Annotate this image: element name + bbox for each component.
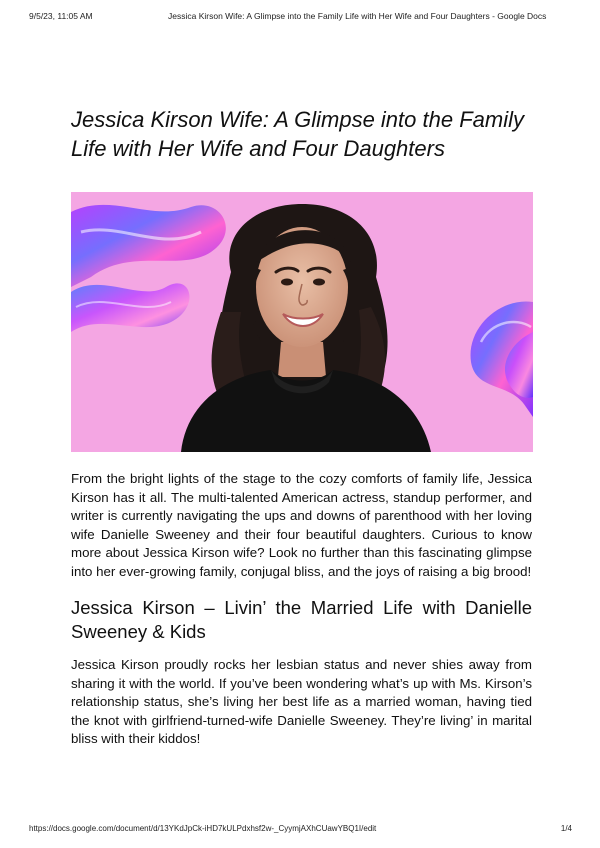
hero-image [71,192,533,452]
article-title: Jessica Kirson Wife: A Glimpse into the Family Life with Her Wife and Four Daughters [71,107,524,161]
intro-paragraph: From the bright lights of the stage to the cozy comforts of family life, Jessica Kirson has it all. The multi-talented American actress, standup performer, and writer is currently navigating the ups and downs of parenthood with her loving wife Danielle Sweeney and their four beautiful daughters. Curious to know more about Jessica Kirson wife? Look no further than this fascinating glimpse into her ever-growing family, conjugal bliss, and the joys of raising a big brood! [71,471,532,579]
print-url: https://docs.google.com/document/d/13YKdJpCk-iHD7kULPdxhsf2w-_CyymjAXhCUawYBQ1I/edit [29,824,377,833]
page-number: 1/4 [560,824,572,833]
print-document-title: Jessica Kirson Wife: A Glimpse into the Family Life with Her Wife and Four Daughters - Google Docs [168,11,547,21]
print-footer [0,820,600,840]
section-heading: Jessica Kirson – Livin’ the Married Life with Danielle Sweeney & Kids [71,597,532,642]
woman-portrait-photo [71,192,533,452]
print-header [0,0,600,32]
section-paragraph: Jessica Kirson proudly rocks her lesbian status and never shies away from sharing it with the world. If you’ve been wondering what’s up with Ms. Kirson’s relationship status, she’s living her best life as a married woman, having tied the knot with girlfriend-turned-wife Danielle Sweeney. They’re living’ in marital bliss with their kiddos! [71,657,532,747]
print-datetime: 9/5/23, 11:05 AM [29,11,93,21]
